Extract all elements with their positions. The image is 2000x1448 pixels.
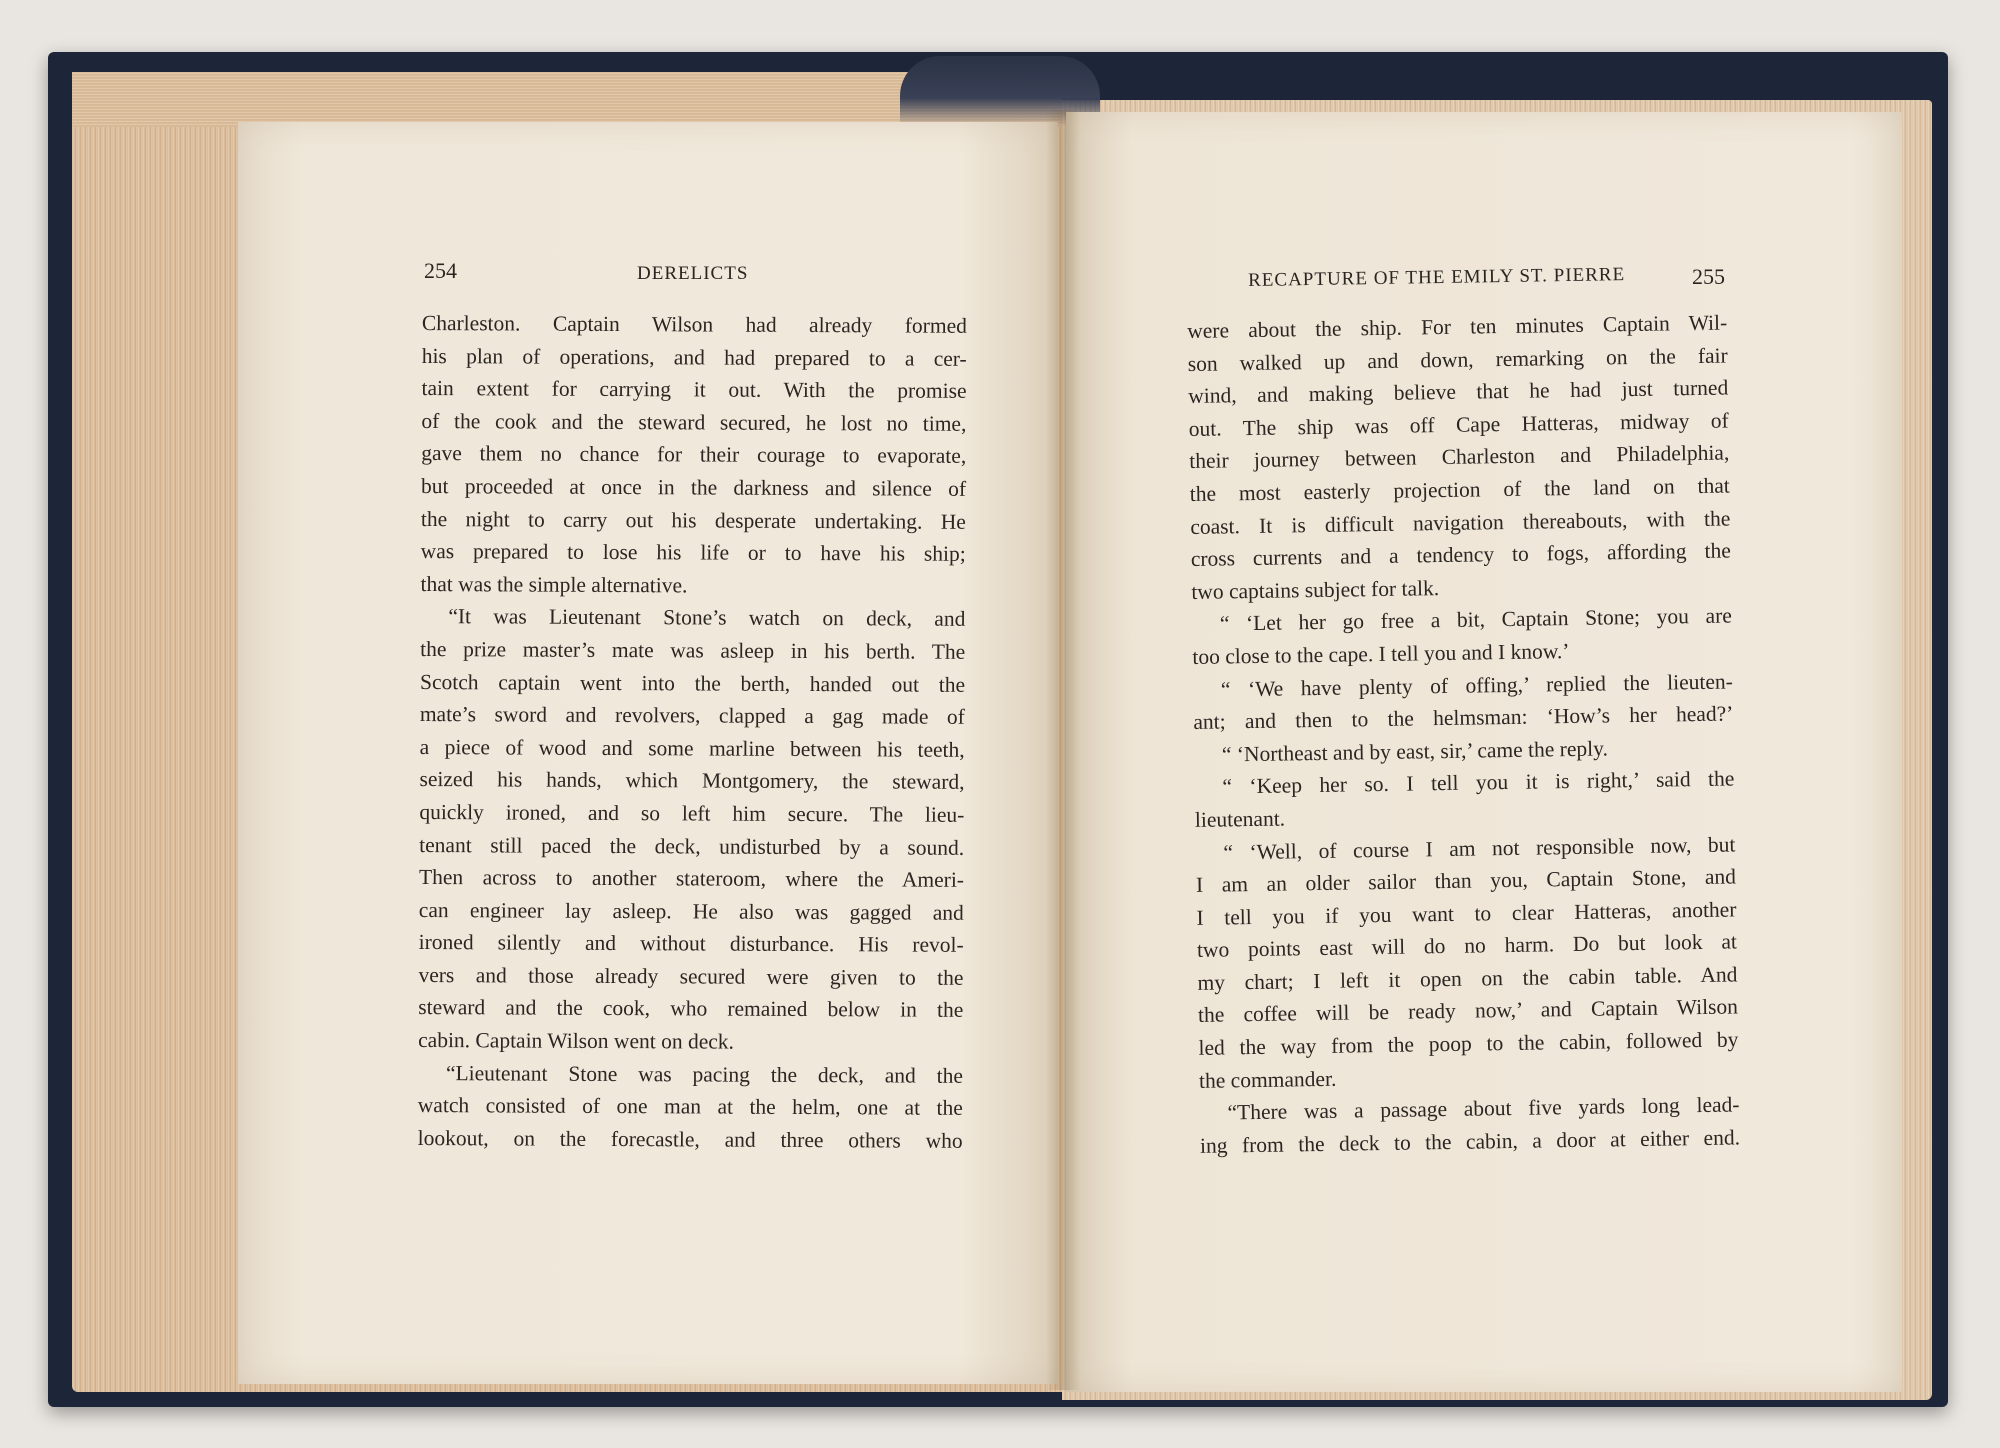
text-line: cross currents and a tendency to fogs, affording the <box>1190 538 1731 572</box>
text-line: “ ‘Well, of course I am not responsible now, but <box>1223 831 1736 864</box>
text-line: Charleston. Captain Wilson had already formed <box>421 310 967 338</box>
text-line: Then across to another stateroom, where the Ameri- <box>418 865 965 892</box>
text-line: led the way from the poop to the cabin, followed by <box>1198 1027 1739 1060</box>
text-line: I am an older sailor than you, Captain Stone, and <box>1195 864 1737 898</box>
text-line: out. The ship was off Cape Hatteras, midway of <box>1188 408 1729 441</box>
text-line: his plan of operations, and had prepared to a cer- <box>421 343 967 371</box>
text-line: tain extent for carrying it out. With the promise <box>421 376 967 404</box>
text-line: seized his hands, which Montgomery, the steward, <box>419 767 965 795</box>
text-line: that was the simple alternative. <box>420 571 688 598</box>
text-line: ing from the deck to the cabin, a door at either end. <box>1199 1125 1741 1158</box>
text-line: too close to the cape. I tell you and I know.’ <box>1192 638 1570 669</box>
text-line: wind, and making believe that he had just turned <box>1188 375 1729 409</box>
left-page-text <box>418 307 967 1157</box>
text-line: “It was Lieutenant Stone’s watch on deck, and <box>448 604 966 632</box>
text-line: lookout, on the forecastle, and three others who <box>417 1125 963 1153</box>
right-page-text <box>1187 307 1740 1163</box>
text-line: were about the ship. For ten minutes Captain Wil- <box>1187 310 1728 343</box>
text-line: I tell you if you want to clear Hatteras, another <box>1196 897 1737 930</box>
text-line: coast. It is difficult navigation thereabouts, with the <box>1190 506 1731 539</box>
text-line: the most easterly projection of the land on that <box>1189 473 1730 506</box>
text-line: the prize master’s mate was asleep in his berth. The <box>420 636 966 664</box>
text-line: steward and the cook, who remained below in the <box>418 995 964 1023</box>
text-line: gave them no chance for their courage to evaporate, <box>421 441 967 469</box>
text-line: the coffee will be ready now,’ and Captain Wilson <box>1197 994 1739 1028</box>
text-line: the commander. <box>1198 1066 1337 1093</box>
book-gutter <box>1046 110 1080 1390</box>
text-line: quickly ironed, and so left him secure. The lieu- <box>419 799 965 827</box>
text-line: mate’s sword and revolvers, clapped a gag made of <box>419 702 965 729</box>
text-line: of the cook and the steward secured, he lost no time, <box>421 408 967 436</box>
text-line: was prepared to lose his life or to have his ship; <box>420 539 966 567</box>
text-line: son walked up and down, remarking on the fair <box>1187 343 1728 376</box>
text-line: ironed silently and without disturbance. His revol- <box>418 930 964 958</box>
text-line: the night to carry out his desperate undertaking. He <box>420 506 966 534</box>
text-line: but proceeded at once in the darkness and silence of <box>421 473 967 501</box>
right-page-number: 255 <box>1692 264 1725 289</box>
text-line: Scotch captain went into the berth, handed out the <box>419 669 966 697</box>
text-line: “ ‘Northeast and by east, sir,’ came the reply. <box>1221 736 1609 767</box>
text-line: ant; and then to the helmsman: ‘How’s her head?’ <box>1193 701 1734 735</box>
text-line: cabin. Captain Wilson went on deck. <box>418 1028 735 1054</box>
text-line: vers and those already secured were given to the <box>418 962 964 990</box>
left-page-number: 254 <box>424 258 457 283</box>
text-line: lieutenant. <box>1194 806 1286 832</box>
text-line: “Lieutenant Stone was pacing the deck, and the <box>445 1060 964 1088</box>
right-running-head: RECAPTURE OF THE EMILY ST. PIERRE <box>1248 264 1626 291</box>
text-line: “ ‘We have plenty of offing,’ replied the lieuten- <box>1220 669 1734 702</box>
text-line: can engineer lay asleep. He also was gagged and <box>418 897 964 925</box>
text-line: their journey between Charleston and Philadelphia, <box>1189 440 1730 474</box>
text-line: tenant still paced the deck, undisturbed by a sound. <box>419 832 965 860</box>
text-line: “ ‘Let her go free a bit, Captain Stone; you are <box>1219 603 1732 636</box>
text-line: two points east will do no harm. Do but look at <box>1196 929 1738 963</box>
text-line: two captains subject for talk. <box>1191 575 1440 604</box>
text-line: “There was a passage about five yards long lead- <box>1227 1092 1740 1125</box>
text-line: a piece of wood and some marline between his teeth, <box>419 734 965 762</box>
text-line: “ ‘Keep her so. I tell you it is right,’ said the <box>1222 766 1735 799</box>
left-running-head: DERELICTS <box>637 263 749 284</box>
text-line: my chart; I left it open on the cabin table. And <box>1197 962 1738 995</box>
text-line: watch consisted of one man at the helm, one at the <box>417 1093 963 1121</box>
